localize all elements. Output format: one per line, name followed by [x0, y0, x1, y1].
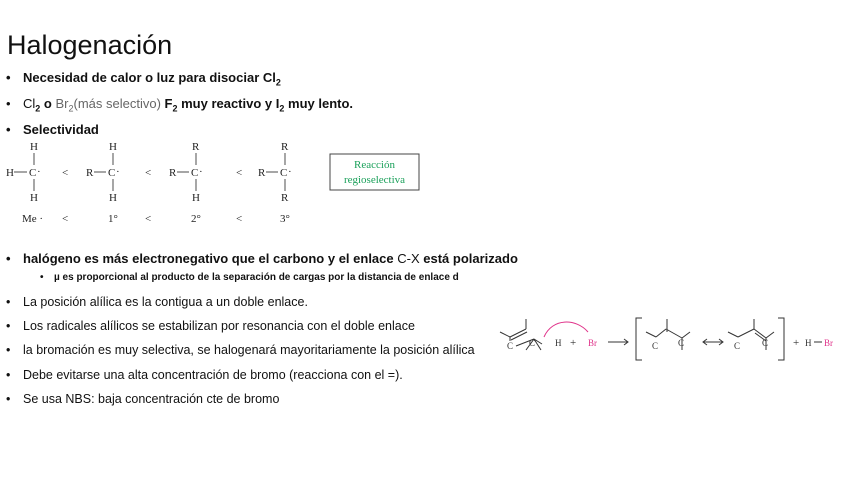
- atom-c: C: [678, 338, 685, 348]
- atom-r: R: [281, 192, 289, 204]
- bullet-text: la bromación es muy selectiva, se halogenará mayoritariamente la posición alílica: [23, 343, 475, 357]
- bullet-nbs: [6, 392, 280, 406]
- radical-dot: ·: [199, 166, 203, 178]
- bullet-polarized-bond: [6, 251, 518, 266]
- i-label: I: [275, 96, 280, 111]
- radical-dot: ·: [288, 166, 292, 178]
- less-than: <: [62, 213, 69, 225]
- label-secondary: 2°: [191, 213, 201, 225]
- regioselective-line1: Reacción: [354, 159, 395, 171]
- bullet-text: Los radicales alílicos se estabilizan por resonancia con el doble enlace: [23, 319, 415, 333]
- plus-sign: +: [793, 337, 800, 349]
- cx-bond-text: C-X: [397, 251, 420, 266]
- atom-h: H: [192, 192, 200, 204]
- f-subscript: 2: [172, 103, 178, 114]
- bullet-dot: •: [6, 96, 11, 111]
- bullet-dot: •: [40, 272, 44, 283]
- atom-c: C: [529, 338, 536, 348]
- sub-bullet-text: µ es proporcional al producto de la separación de cargas por la distancia de enlace d: [54, 272, 459, 283]
- atom-h: H: [109, 141, 117, 153]
- bullet-heat-light: [6, 70, 281, 88]
- plus-sign: +: [570, 337, 577, 349]
- bromine-radical: Br: [588, 338, 597, 348]
- less-than: <: [145, 213, 152, 225]
- bullet-allylic-resonance: [6, 319, 415, 333]
- less-than: <: [236, 167, 243, 179]
- bullet-dot: •: [6, 392, 11, 406]
- bullet-text: Debe evitarse una alta concentración de bromo (reacciona con el =).: [23, 368, 403, 382]
- f-text: muy reactivo y: [177, 96, 276, 111]
- bullet-text: Selectividad: [23, 122, 99, 137]
- slide-title: Halogenación: [7, 30, 173, 60]
- atom-c: C: [29, 167, 37, 179]
- bullet-avoid-high-bromine: [6, 368, 403, 382]
- atom-r: R: [192, 141, 200, 153]
- atom-h: H: [30, 141, 38, 153]
- bullet-text: halógeno es más electronegativo que el carbono y el enlace: [23, 251, 398, 266]
- less-than: <: [236, 213, 243, 225]
- o-text: o: [40, 96, 56, 111]
- bullet-dot: •: [6, 319, 11, 333]
- cl-subscript: 2: [35, 103, 41, 114]
- atom-h: H: [805, 338, 812, 348]
- radical-dot: ·: [116, 166, 120, 178]
- regioselective-line2: regioselectiva: [343, 174, 406, 186]
- atom-h: H: [30, 192, 38, 204]
- i-text: muy lento.: [284, 96, 354, 111]
- atom-r: R: [258, 167, 266, 179]
- atom-h: H: [109, 192, 117, 204]
- atom-c: C: [762, 338, 769, 348]
- br-label: Br: [55, 96, 69, 111]
- br-note: (más selectivo): [73, 96, 165, 111]
- bullet-dot: •: [6, 295, 11, 309]
- allylic-bromination-figure: [496, 312, 840, 364]
- radical-stability-figure: [0, 138, 430, 230]
- atom-c: C: [191, 167, 199, 179]
- bullet-text: Necesidad de calor o luz para disociar Cl: [23, 70, 276, 85]
- bullet-text: La posición alílica es la contigua a un doble enlace.: [23, 295, 308, 309]
- bromine-product: Br: [824, 338, 833, 348]
- bullet-dot: •: [6, 343, 11, 357]
- bullet-dot: •: [6, 368, 11, 382]
- label-tertiary: 3°: [280, 213, 290, 225]
- bullet-dot: •: [6, 70, 11, 85]
- atom-h: H: [555, 338, 562, 348]
- atom-c: C: [280, 167, 288, 179]
- less-than: <: [62, 167, 69, 179]
- bullet-subscript: 2: [275, 77, 281, 88]
- bullet-dot: •: [6, 251, 11, 266]
- atom-c: C: [734, 341, 741, 351]
- bullet-text-rest: está polarizado: [419, 251, 518, 266]
- atom-c: C: [108, 167, 116, 179]
- br-subscript: 2: [68, 103, 74, 114]
- bullet-bromination-selective: [6, 343, 475, 357]
- bullet-allylic-position: [6, 295, 308, 309]
- bullet-halogen-reactivity: [6, 96, 354, 114]
- bullet-dot: •: [6, 122, 11, 137]
- bullet-selectivity: [6, 122, 99, 137]
- bullet-text: Se usa NBS: baja concentración cte de bromo: [23, 392, 280, 406]
- atom-r: R: [86, 167, 94, 179]
- atom-r: R: [169, 167, 177, 179]
- f-label: F: [164, 96, 173, 111]
- atom-c: C: [652, 341, 659, 351]
- radical-dot: ·: [37, 166, 41, 178]
- i-subscript: 2: [279, 103, 285, 114]
- cl-label: Cl: [23, 96, 36, 111]
- sub-bullet-dipole: [40, 272, 459, 283]
- less-than: <: [145, 167, 152, 179]
- atom-c: C: [507, 341, 514, 351]
- label-methyl: Me ·: [22, 213, 44, 225]
- atom-h: H: [6, 167, 14, 179]
- atom-r: R: [281, 141, 289, 153]
- label-primary: 1°: [108, 213, 118, 225]
